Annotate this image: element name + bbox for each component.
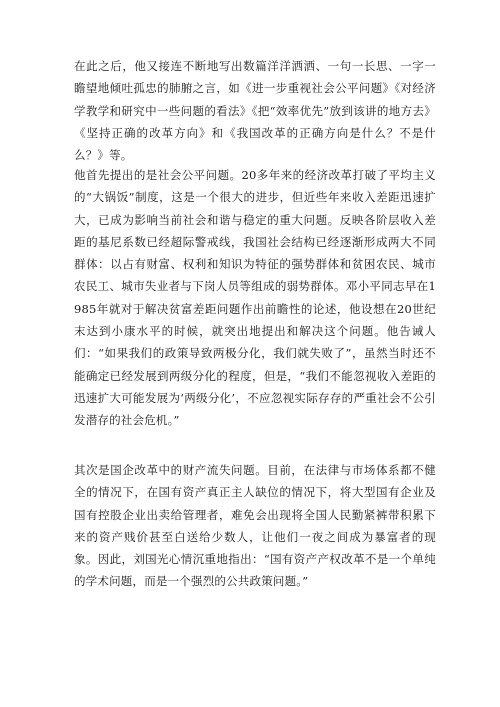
paragraph-2: 他首先提出的是社会公平问题。20多年来的经济改革打破了平均主义的“大锅饭”制度，这是一个很大的进步，但近些年来收入差距迅速扩大，已成为影响当前社会和谐与稳定的重大问题。反映各阶层收入差距的基尼系数已经超际警戒线，我国社会结构已经逐渐形成两大不同群体：以占有财富、权利和知识为特征的强势群体和贫困农民、城市农民工、城市失业者与下岗人员等组成的弱势群体。邓小平同志早在1985年就对于解决贫富差距问题作出前瞻性的论述，他设想在20世纪末达到小康水平的时候，就突出地提出和解决这个问题。他告诫人们：“如果我们的政策导致两极分化，我们就失败了”，虽然当时还不能确定已经发展到两级分化的程度，但是，“我们不能忽视收入差距的迅速扩大可能发展为‘两级分化’，不应忽视实际存存的严重社会不公引发潜存的社会危机。” — [74, 168, 436, 428]
paragraph-1: 在此之后，他又接连不断地写出数篇洋洋洒洒、一句一长思、一字一瞻望地倾吐孤忠的肺腑之言，如《进一步重视社会公平问题》《对经济学教学和研究中一些问题的看法》《把“效率优先”放到该讲的地方去》《坚持正确的改革方向》和《我国改革的正确方向是什么？不是什么？》等。 — [74, 59, 436, 163]
paragraph-3: 其次是国企改革中的财产流失问题。目前，在法律与市场体系都不健全的情况下，在国有资产真正主人缺位的情况下，将大型国有企业及国有控股企业出卖给管理者，难免会出现将全国人民勤紧裤带积累下来的资产贱价甚至白送给少数人，让他们一夜之间成为暴富者的现象。因此，刘国光心情沉重地指出：“国有资产产权改革不是一个单纯的学术问题，而是一个强烈的公共政策问题。” — [74, 463, 436, 589]
